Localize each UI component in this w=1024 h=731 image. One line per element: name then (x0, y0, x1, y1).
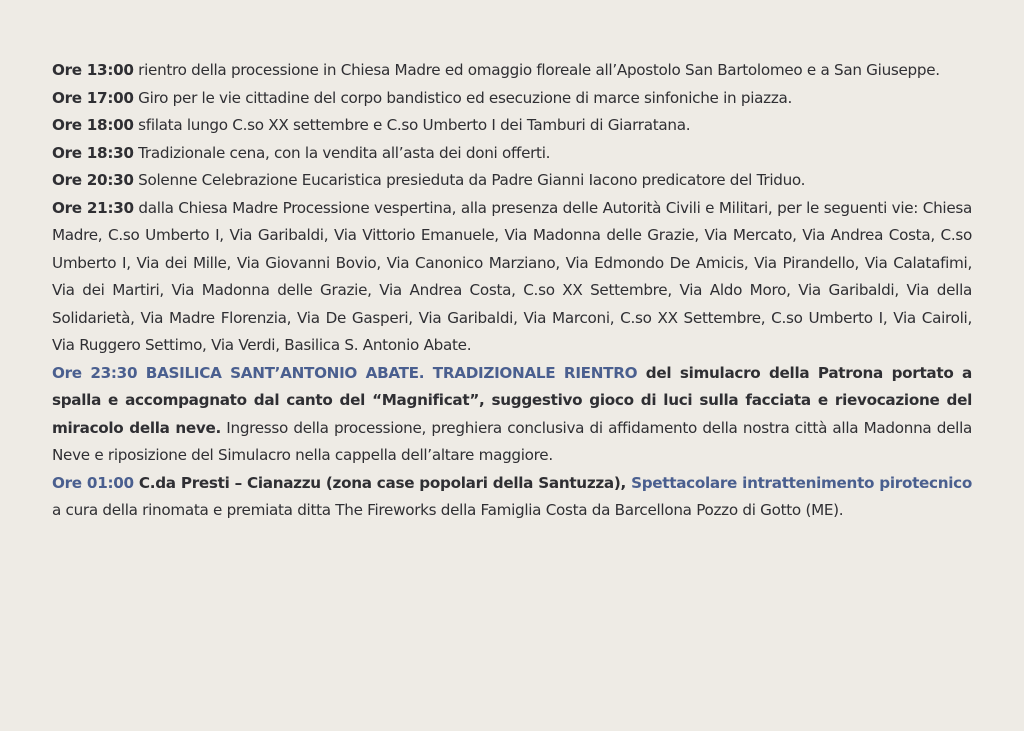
program-entry-1800 (52, 112, 972, 140)
program-entry-2130 (52, 195, 972, 360)
entry-text: rientro della processione in Chiesa Madre ed omaggio floreale all’Apostolo San Bartolomeo e a San Giuseppe. (133, 61, 940, 79)
program-entry-2030 (52, 167, 972, 195)
entry-time: Ore 20:30 (52, 171, 134, 189)
entry-location: C.da Presti – Cianazzu (zona case popolari della Santuzza), (133, 473, 626, 492)
program-document (52, 57, 972, 525)
entry-time: Ore 23:30 (52, 363, 138, 382)
entry-text: Solenne Celebrazione Eucaristica presieduta da Padre Gianni Iacono predicatore del Triduo. (133, 171, 806, 189)
program-entry-0100 (52, 470, 972, 525)
entry-text: sfilata lungo C.so XX settembre e C.so Umberto I dei Tamburi di Giarratana. (133, 116, 691, 134)
program-entry-1300 (52, 57, 972, 85)
program-entry-2330 (52, 360, 972, 470)
entry-time: Ore 13:00 (52, 61, 134, 79)
program-entry-1700 (52, 85, 972, 113)
entry-time: Ore 01:00 (52, 473, 134, 492)
entry-highlight: Spettacolare intrattenimento pirotecnico (625, 473, 973, 492)
entry-time: Ore 17:00 (52, 88, 134, 107)
entry-text: dalla Chiesa Madre Processione vespertina, alla presenza delle Autorità Civili e Militari, per le seguenti vie: Chiesa Madre, C.so Umberto I, Via Garibaldi, Via Vittorio Emanuele, Via Madonna delle Grazie, Via Mercato, Via Andrea Costa, C.so Umberto I, Via dei Mille, Via Giovanni Bovio, Via Canonico Marziano, Via Edmondo De Amicis, Via Pirandello, Via Calatafimi, Via dei Martiri, Via Madonna delle Grazie, Via Andrea Costa, C.so XX Settembre, Via Aldo Moro, Via Garibaldi, Via della Solidarietà, Via Madre Florenzia, Via De Gasperi, Via Garibaldi, Via Marconi, C.so XX Settembre, C.so Umberto I, Via Cairoli, Via Ruggero Settimo, Via Verdi, Basilica S. Antonio Abate. (52, 198, 972, 354)
entry-text: Ingresso della processione, preghiera conclusiva di affidamento della nostra città alla Madonna della Neve e riposizione del Simulacro nella cappella dell’altare maggiore. (52, 418, 972, 464)
entry-bold-text: del simulacro della Patrona portato a spalla e accompagnato dal canto del “Magnificat”, suggestivo gioco di luci sulla facciata e rievocazione del miracolo della neve. (52, 363, 972, 437)
entry-time: Ore 18:30 (52, 143, 134, 162)
entry-time: Ore 21:30 (52, 198, 134, 217)
entry-time: Ore 18:00 (52, 116, 134, 134)
entry-text: a cura della rinomata e premiata ditta The Fireworks della Famiglia Costa da Barcellona Pozzo di Gotto (ME). (52, 501, 844, 519)
program-entry-1830 (52, 140, 972, 168)
entry-headline: BASILICA SANT’ANTONIO ABATE. TRADIZIONALE RIENTRO (137, 363, 638, 382)
entry-text: Giro per le vie cittadine del corpo bandistico ed esecuzione di marce sinfoniche in piazza. (133, 88, 793, 107)
entry-text: Tradizionale cena, con la vendita all’asta dei doni offerti. (133, 143, 551, 162)
